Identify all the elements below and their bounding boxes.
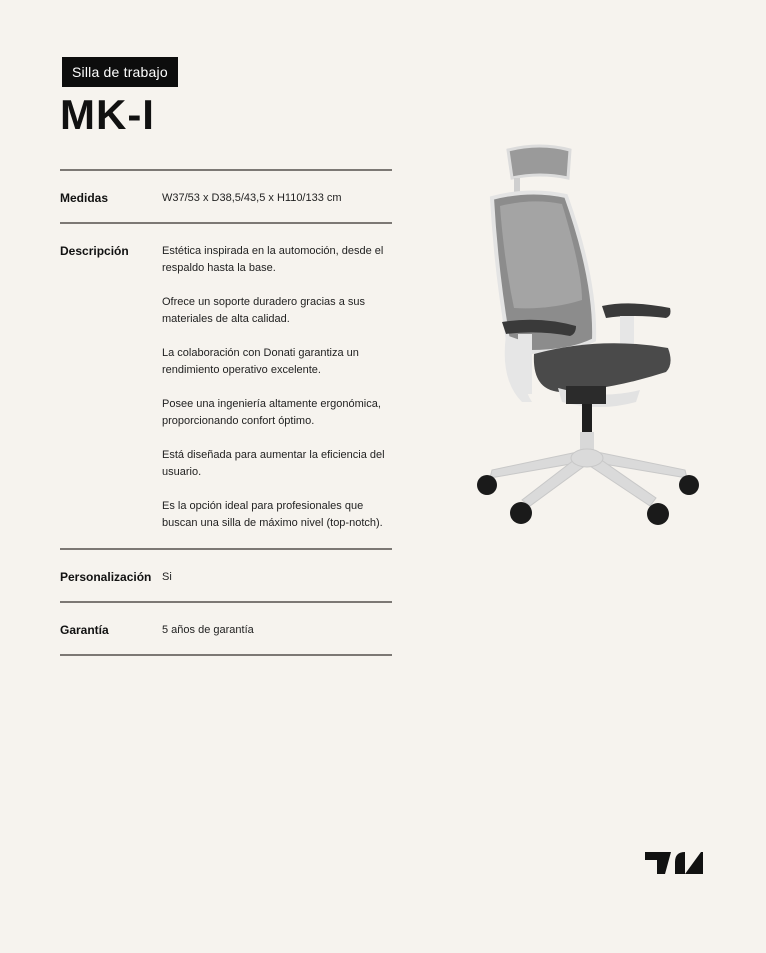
spec-table	[60, 169, 392, 656]
description-paragraph: Está diseñada para aumentar la eficiencia del usuario.	[162, 449, 385, 478]
spec-label-personalizacion: Personalización	[60, 570, 152, 584]
spec-label-garantia: Garantía	[60, 623, 109, 637]
description-paragraph: Posee una ingeniería altamente ergonómica, proporcionando confort óptimo.	[162, 398, 381, 427]
description-paragraph: Estética inspirada en la automoción, desde el respaldo hasta la base.	[162, 245, 384, 274]
description-paragraph: Ofrece un soporte duradero gracias a sus materiales de alta calidad.	[162, 296, 366, 325]
description-paragraph: La colaboración con Donati garantiza un rendimiento operativo excelente.	[162, 347, 359, 376]
spec-row-personalizacion	[60, 550, 392, 603]
chair-image	[470, 140, 710, 535]
spec-row-garantia	[60, 603, 392, 656]
spec-label-medidas: Medidas	[60, 191, 109, 205]
spec-row-medidas	[60, 171, 392, 224]
spec-value-garantia: 5 años de garantía	[162, 624, 254, 636]
spec-value-personalizacion: Si	[162, 571, 172, 583]
spec-row-descripcion	[60, 224, 392, 550]
category-badge: Silla de trabajo	[62, 57, 178, 87]
product-title: MK-I	[60, 91, 155, 138]
spec-value-descripcion	[162, 243, 392, 532]
spec-value-medidas: W37/53 x D38,5/43,5 x H110/133 cm	[162, 192, 342, 204]
spec-label-descripcion: Descripción	[60, 244, 129, 258]
brand-logo-icon	[645, 850, 703, 876]
description-paragraph: Es la opción ideal para profesionales que buscan una silla de máximo nivel (top-notch).	[162, 500, 383, 529]
